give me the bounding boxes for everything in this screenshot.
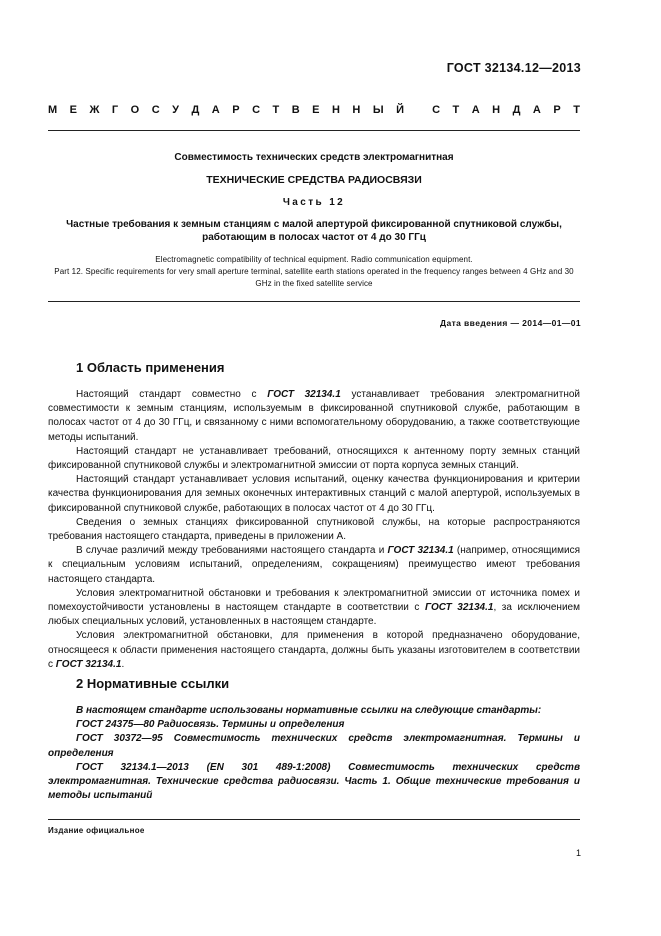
references-intro: В настоящем стандарте использованы нормативные ссылки на следующие стандарты: <box>76 705 542 716</box>
section-scope <box>48 360 580 672</box>
standard-kind-banner <box>48 104 580 116</box>
date-of-introduction: Дата введения — 2014—01—01 <box>440 318 581 328</box>
page-number: 1 <box>575 848 581 858</box>
banner-letter: О <box>130 104 140 116</box>
paragraph: Настоящий стандарт устанавливает условия испытаний, оценку качества функционирования и критерии качества функционирования для земных оконечных интерактивных станций с малой апертурой, используемых в фиксированной спутниковой службе, работающих в полосах частот от 4 до 30 ГГц. <box>48 474 580 514</box>
paragraph: Настоящий стандарт совместно с ГОСТ 32134.1 устанавливает требования электромагнитной совместимости к земным станциям, используемым в фиксированной спутниковой службе, работающим в полосах частот от 4 до 30 ГГц, и связанному с ними вспомогательному оборудованию, а также соответствующие методы испытаний. <box>48 389 580 443</box>
banner-letter: С <box>432 104 441 116</box>
banner-letter: Н <box>492 104 501 116</box>
banner-letter: Р <box>232 104 240 116</box>
banner-letter: В <box>291 104 300 116</box>
banner-letter: Ы <box>372 104 384 116</box>
banner-letter: Р <box>553 104 561 116</box>
document-id: ГОСТ 32134.12—2013 <box>446 61 581 75</box>
banner-letter: Е <box>69 104 77 116</box>
paragraph: Условия электромагнитной обстановки, для применения в которой предназначено оборудование, относящееся к области применения настоящего стандарта, должны быть указаны изготовителем в соответствии с ГОСТ 32134.1. <box>48 630 580 670</box>
title-english-line-1: Electromagnetic compatibility of technical equipment. Radio communication equipment. <box>155 255 473 264</box>
title-english-line-2: Part 12. Specific requirements for very small aperture terminal, satellite earth stations operated in the frequency ranges between 4 GHz and 30 GHz in the fixed satellite service <box>54 267 574 288</box>
section-2-heading: 2 Нормативные ссылки <box>76 676 230 691</box>
banner-letter: Е <box>312 104 320 116</box>
paragraph: Условия электромагнитной обстановки и требования к электромагнитной эмиссии от источника помех и помехоустойчивости установлены в настоящем стандарте в соответствии с ГОСТ 32134.1, за исключением любых специальных условий, установленных в настоящем стандарте. <box>48 587 580 628</box>
banner-letter: С <box>252 104 261 116</box>
banner-letter: Ж <box>89 104 100 116</box>
paragraph: В случае различий между требованиями настоящего стандарта и ГОСТ 32134.1 (например, относящимися к специальным условиям испытаний, определениям, сокращениям) преимущество имеют требования настоящего стандарта. <box>48 545 580 585</box>
section-2-body <box>48 704 580 803</box>
banner-letter: Т <box>272 104 280 116</box>
paragraph: Настоящий стандарт не устанавливает требований, относящихся к антенному порту земных станций фиксированной спутниковой службы и электромагнитной эмиссии от порта корпуса земных станций. <box>48 445 580 472</box>
title-subtitle: Частные требования к земным станциям с малой апертурой фиксированной спутниковой службы, работающим в полосах частот от 4 до 30 ГГц <box>66 219 562 243</box>
edition-note: Издание официальное <box>48 826 145 835</box>
section-1-body <box>48 388 580 672</box>
title-part: Часть 12 <box>282 197 346 208</box>
footer-divider <box>48 819 580 820</box>
reference-item: ГОСТ 32134.1—2013 (EN 301 489-1:2008) Совместимость технических средств электромагнитная. Технические средства радиосвязи. Часть 1. Общие технические требования и методы испытаний <box>48 761 580 802</box>
banner-letter <box>417 104 420 116</box>
banner-letter: У <box>172 104 179 116</box>
standard-reference: ГОСТ 32134.1 <box>55 658 122 670</box>
banner-letter: Н <box>352 104 361 116</box>
banner-letter: А <box>471 104 480 116</box>
title-line-1: Совместимость технических средств электромагнитная <box>174 152 454 163</box>
banner-letter: Т <box>573 104 580 116</box>
banner-letter: Й <box>396 104 405 116</box>
banner-letter: А <box>532 104 541 116</box>
banner-letter: М <box>48 104 58 116</box>
reference-item: ГОСТ 30372—95 Совместимость технических средств электромагнитная. Термины и определения <box>48 733 580 759</box>
banner-letter: Д <box>512 104 521 116</box>
banner-letter: Д <box>191 104 200 116</box>
banner-letter: А <box>211 104 220 116</box>
banner-letter: С <box>151 104 160 116</box>
paragraph: Сведения о земных станциях фиксированной спутниковой службы, на которые распространяются требования настоящего стандарта, приведены в приложении А. <box>48 516 580 543</box>
title-english <box>48 254 580 290</box>
section-normative-references <box>48 676 580 803</box>
standard-reference: ГОСТ 32134.1 <box>424 602 494 614</box>
standard-reference: ГОСТ 32134.1 <box>267 389 341 400</box>
standard-reference: ГОСТ 32134.1 <box>387 545 454 557</box>
banner-letter: Т <box>452 104 460 116</box>
section-1-heading: 1 Область применения <box>76 360 225 375</box>
header-divider <box>48 130 580 131</box>
reference-item: ГОСТ 24375—80 Радиосвязь. Термины и определения <box>76 719 345 731</box>
title-line-2: ТЕХНИЧЕСКИЕ СРЕДСТВА РАДИОСВЯЗИ <box>206 174 422 186</box>
title-divider <box>48 301 580 302</box>
banner-letter: Г <box>111 104 119 116</box>
banner-letter: Н <box>331 104 340 116</box>
